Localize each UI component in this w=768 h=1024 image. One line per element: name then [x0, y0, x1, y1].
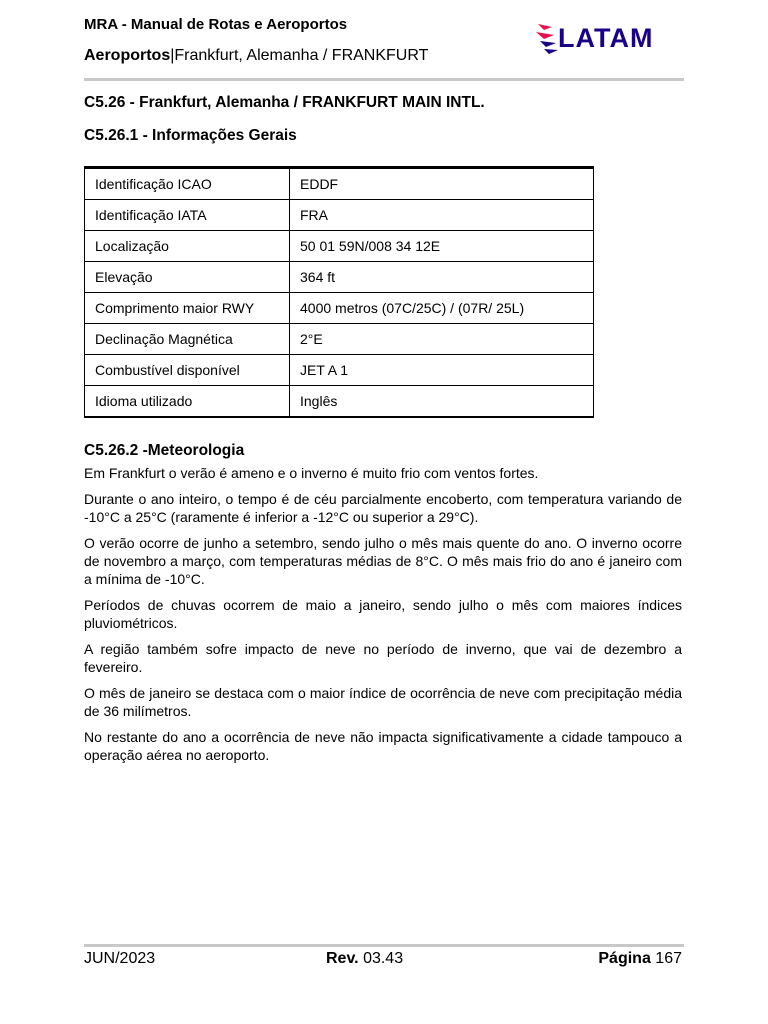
paragraph: Em Frankfurt o verão é ameno e o inverno é muito frio com ventos fortes.	[84, 465, 539, 481]
table-cell-label: Idioma utilizado	[85, 386, 290, 418]
latam-logo-mark-icon	[536, 24, 558, 54]
footer-divider	[84, 944, 684, 947]
airport-info-table	[84, 166, 594, 418]
manual-title: MRA - Manual de Rotas e Aeroportos	[84, 16, 348, 33]
header-separator: |	[170, 47, 175, 64]
table-row	[85, 262, 594, 293]
paragraph: A região também sofre impacto de neve no período de inverno, que vai de dezembro a fevereiro.	[84, 641, 682, 675]
header-divider	[84, 78, 684, 81]
paragraph: O mês de janeiro se destaca com o maior índice de ocorrência de neve com precipitação média de 36 milímetros.	[84, 685, 682, 719]
table-row	[85, 386, 594, 418]
table-cell-label: Combustível disponível	[85, 355, 290, 386]
header-location	[84, 47, 428, 65]
table-cell-label: Identificação IATA	[85, 200, 290, 231]
table-row	[85, 168, 594, 200]
table-row	[85, 231, 594, 262]
footer-page	[598, 950, 682, 968]
table-row	[85, 200, 594, 231]
table-cell-label: Localização	[85, 231, 290, 262]
meteorology-title: C5.26.2 -Meteorologia	[84, 442, 245, 459]
footer-page-number: 167	[655, 950, 682, 967]
footer-rev-label: Rev.	[326, 950, 359, 967]
section-title: C5.26 - Frankfurt, Alemanha / FRANKFURT MAIN INTL.	[84, 94, 485, 111]
paragraph: No restante do ano a ocorrência de neve não impacta significativamente a cidade tampouco a operação aérea no aeroporto.	[84, 729, 682, 763]
paragraph: Períodos de chuvas ocorrem de maio a janeiro, sendo julho o mês com maiores índices pluviométricos.	[84, 597, 682, 631]
table-cell-value: JET A 1	[290, 355, 594, 386]
footer-revision	[326, 950, 403, 968]
paragraph: Durante o ano inteiro, o tempo é de céu parcialmente encoberto, com temperatura variando de -10°C a 25°C (raramente é inferior a -12°C ou superior a 29°C).	[84, 491, 682, 525]
footer-page-label: Página	[598, 950, 651, 967]
latam-logo-text: LATAM	[558, 23, 654, 53]
header-section-label: Aeroportos	[84, 47, 171, 64]
footer-date: JUN/2023	[84, 950, 156, 967]
table-cell-label: Elevação	[85, 262, 290, 293]
table-row	[85, 293, 594, 324]
subsection-title: C5.26.1 - Informações Gerais	[84, 127, 297, 144]
header-location-text: Frankfurt, Alemanha / FRANKFURT	[174, 47, 429, 64]
table-cell-value: 364 ft	[290, 262, 594, 293]
table-cell-label: Declinação Magnética	[85, 324, 290, 355]
table-row	[85, 355, 594, 386]
table-cell-value: Inglês	[290, 386, 594, 418]
table-cell-label: Identificação ICAO	[85, 168, 290, 200]
table-cell-value: FRA	[290, 200, 594, 231]
meteorology-body	[84, 464, 682, 772]
table-cell-value: 4000 metros (07C/25C) / (07R/ 25L)	[290, 293, 594, 324]
table-cell-value: 50 01 59N/008 34 12E	[290, 231, 594, 262]
table-row	[85, 324, 594, 355]
table-cell-value: 2°E	[290, 324, 594, 355]
table-cell-value: EDDF	[290, 168, 594, 200]
paragraph: O verão ocorre de junho a setembro, sendo julho o mês mais quente do ano. O inverno ocorre de novembro a março, com temperaturas médias de 8°C. O mês mais frio do ano é janeiro com a mínima de -10°C.	[84, 535, 682, 587]
table-cell-label: Comprimento maior RWY	[85, 293, 290, 324]
footer-rev-value: 03.43	[363, 950, 404, 967]
